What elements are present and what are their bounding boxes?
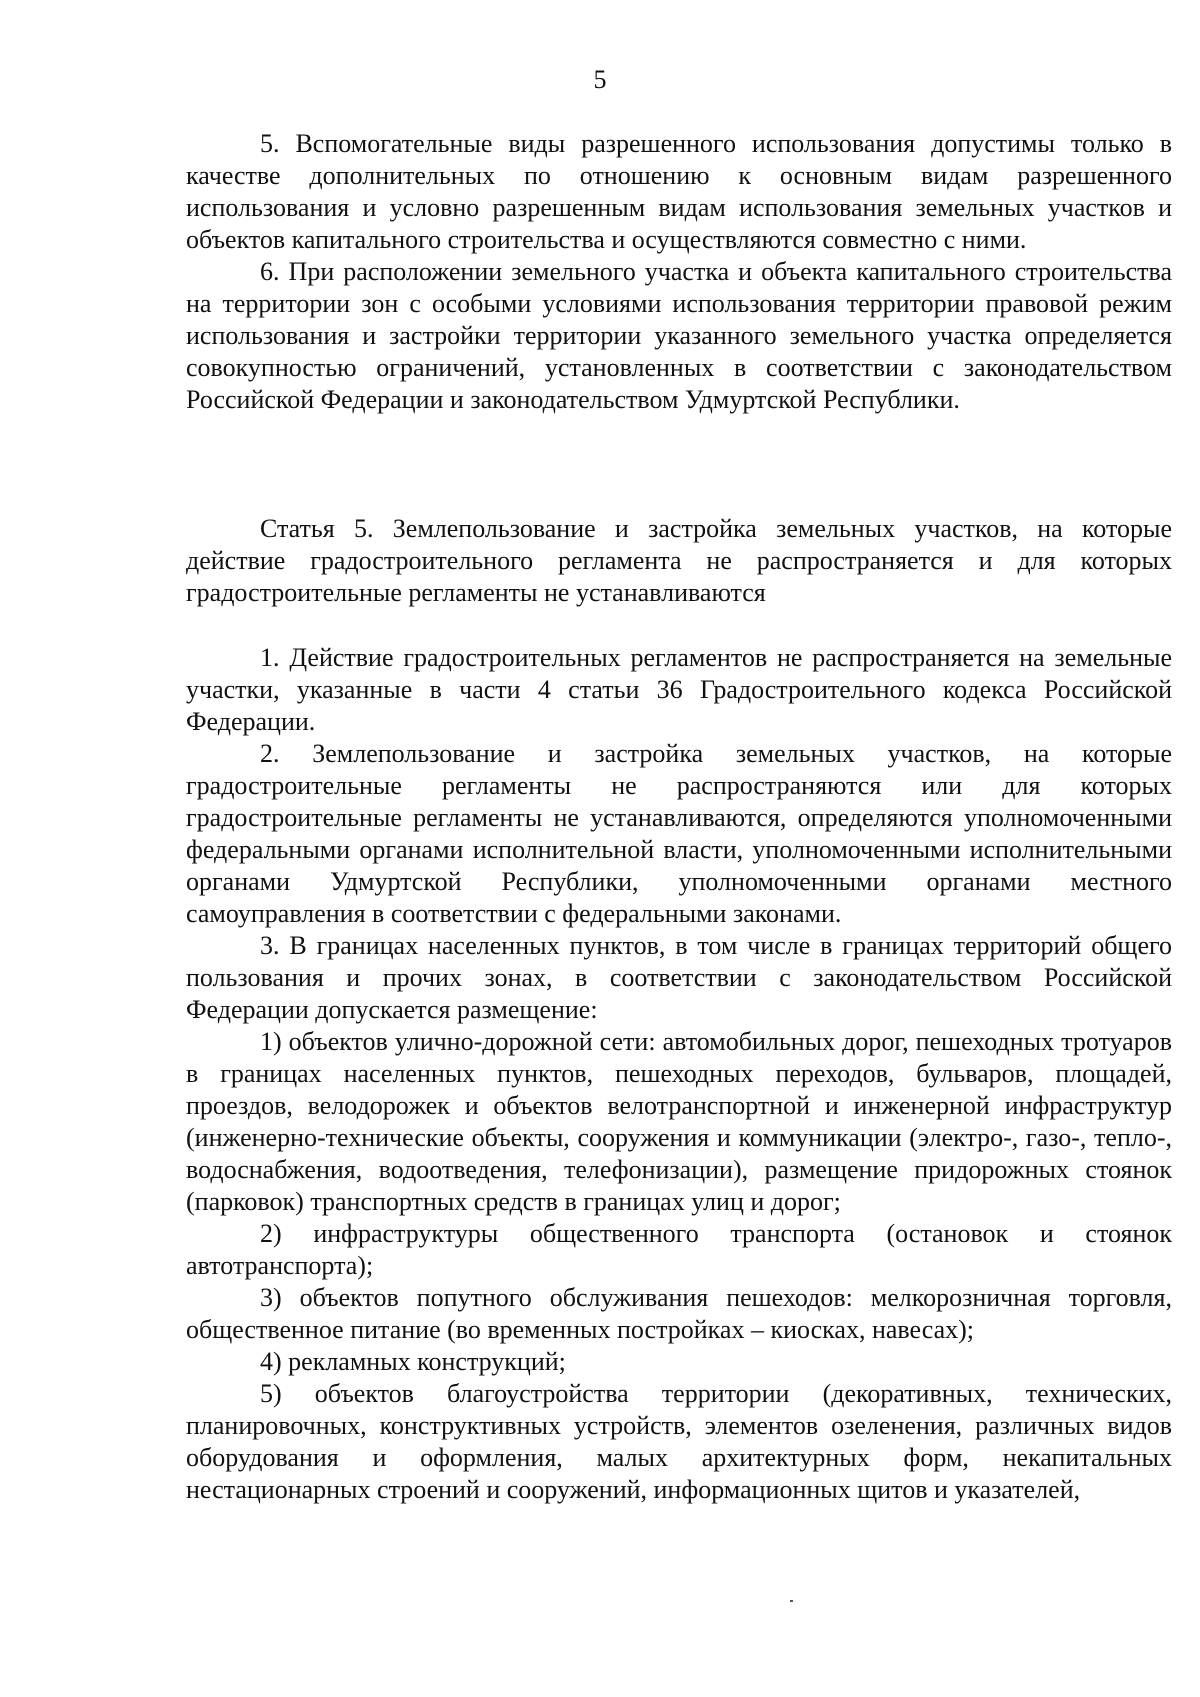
- article-5-heading: [186, 513, 1172, 609]
- list-item: 4) рекламных конструкций;: [260, 1347, 566, 1376]
- list-item: 5) объектов благоустройства территории (декоративных, технических, планировочных, конструктивных устройств, элементов озеленения, различных видов оборудования и оформления, малых архитектурных форм, некапитальных нестационарных строений и сооружений, информационных щитов и указателей,: [186, 1379, 1172, 1504]
- list-item: 1) объектов улично-дорожной сети: автомобильных дорог, пешеходных тротуаров в границах населенных пунктов, пешеходных переходов, бульваров, площадей, проездов, велодорожек и объектов велотранспортной и инженерной инфраструктур (инженерно-технические объекты, сооружения и коммуникации (электро-, газо-, тепло-, водоснабжения, водоотведения, телефонизации), размещение придорожных стоянок (парковок) транспортных средств в границах улиц и дорог;: [186, 1027, 1172, 1216]
- scan-speck: [790, 1600, 793, 1602]
- article-paragraph-1: 1. Действие градостроительных регламентов не распространяется на земельные участки, указанные в части 4 статьи 36 Градостроительного кодекса Российской Федерации.: [186, 643, 1172, 736]
- article-5-body: [186, 642, 1172, 1506]
- article-paragraph-2: 2. Землепользование и застройка земельных участков, на которые градостроительные регламенты не распространяются или для которых градостроительные регламенты не устанавливаются, определяются уполномоченными федеральными органами исполнительной власти, уполномоченными исполнительными органами Удмуртской Республики, уполномоченными органами местного самоуправления в соответствии с федеральными законами.: [186, 739, 1172, 928]
- paragraph-6: 6. При расположении земельного участка и объекта капитального строительства на территории зон с особыми условиями использования территории правовой режим использования и застройки территории указанного земельного участка определяется совокупностью ограничений, установленных в соответствии с законодательством Российской Федерации и законодательством Удмуртской Республики.: [186, 257, 1172, 414]
- paragraph-5: 5. Вспомогательные виды разрешенного использования допустимы только в качестве дополнительных по отношению к основным видам разрешенного использования и условно разрешенным видам использования земельных участков и объектов капитального строительства и осуществляются совместно с ними.: [186, 129, 1172, 254]
- page-number: 5: [593, 65, 607, 94]
- list-item: 2) инфраструктуры общественного транспорта (остановок и стоянок автотранспорта);: [186, 1219, 1172, 1280]
- section-1: [186, 128, 1172, 416]
- article-paragraph-3: 3. В границах населенных пунктов, в том числе в границах территорий общего пользования и прочих зонах, в соответствии с законодательством Российской Федерации допускается размещение:: [186, 931, 1172, 1024]
- article-heading-text: Статья 5. Землепользование и застройка земельных участков, на которые действие градостроительного регламента не распространяется и для которых градостроительные регламенты не устанавливаются: [186, 514, 1172, 607]
- list-item: 3) объектов попутного обслуживания пешеходов: мелкорозничная торговля, общественное питание (во временных постройках – киосках, навесах);: [186, 1283, 1172, 1344]
